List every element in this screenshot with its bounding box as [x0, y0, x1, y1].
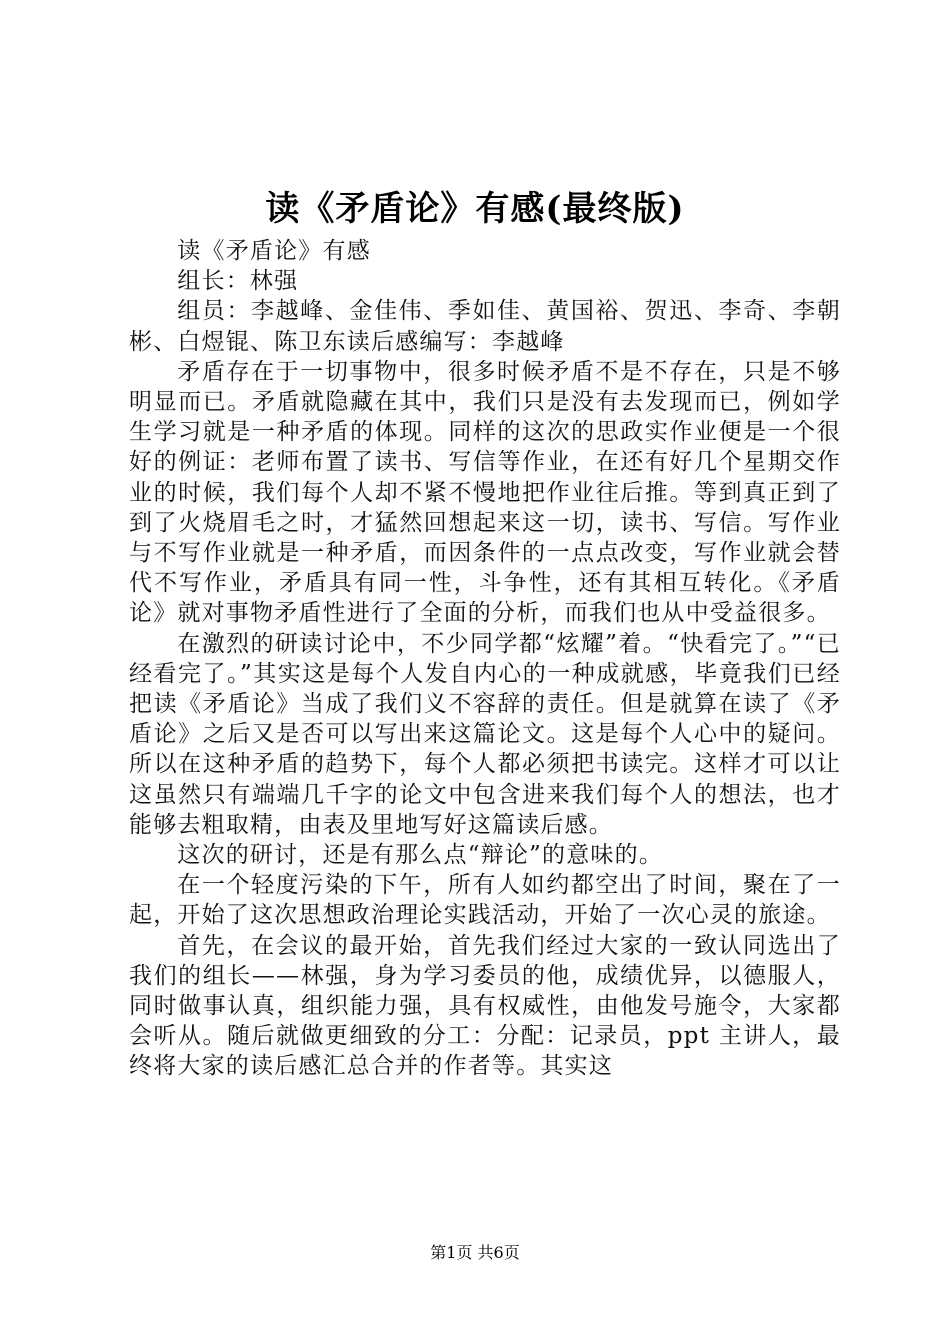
paragraph-group-members: 组员：李越峰、金佳伟、季如佳、黄国裕、贺迅、李奇、李朝彬、白煜锟、陈卫东读后感编写：李越峰: [129, 298, 841, 355]
paragraph: 这次的研讨，还是有那么点“辩论”的意味的。: [177, 842, 664, 869]
paragraph: 首先，在会议的最开始，首先我们经过大家的一致认同选出了我们的组长——林强，身为学习委员的他，成绩优异，以德服人，同时做事认真，组织能力强，具有权威性，由他发号施令，大家都会听从。随后就做更细致的分工：分配：记录员，ppt 主讲人，最终将大家的读后感汇总合并的作者等。其实这: [129, 932, 841, 1080]
document-title: 读《矛盾论》有感(最终版): [265, 189, 685, 229]
paragraph-group-leader: 组长：林强: [177, 268, 299, 295]
paragraph: 矛盾存在于一切事物中，很多时候矛盾不是不存在，只是不够明显而已。矛盾就隐藏在其中，我们只是没有去发现而已，例如学生学习就是一种矛盾的体现。同样的这次的思政实作业便是一个很好的例证：老师布置了读书、写信等作业，在还有好几个星期交作业的时候，我们每个人却不紧不慢地把作业往后推。等到真正到了到了火烧眉毛之时，才猛然回想起来这一切，读书、写信。写作业与不写作业就是一种矛盾，而因条件的一点点改变，写作业就会替代不写作业，矛盾具有同一性，斗争性，还有其相互转化。《矛盾论》就对事物矛盾性进行了全面的分析，而我们也从中受益很多。: [129, 358, 841, 627]
paragraph: 在激烈的研读讨论中，不少同学都“炫耀”着。“快看完了。”“已经看完了。”其实这是每个人发自内心的一种成就感，毕竟我们已经把读《矛盾论》当成了我们义不容辞的责任。但是就算在读了《矛盾论》之后又是否可以写出来这篇论文。这是每个人心中的疑问。所以在这种矛盾的趋势下，每个人都必须把书读完。这样才可以让这虽然只有端端几千字的论文中包含进来我们每个人的想法，也才能够去粗取精，由表及里地写好这篇读后感。: [129, 630, 841, 838]
page-number-footer: 第1页 共6页: [430, 1243, 520, 1262]
paragraph: 在一个轻度污染的下午，所有人如约都空出了时间，聚在了一起，开始了这次思想政治理论实践活动，开始了一次心灵的旅途。: [129, 872, 841, 929]
paragraph-heading: 读《矛盾论》有感: [177, 238, 371, 264]
document-body: [129, 236, 841, 1082]
